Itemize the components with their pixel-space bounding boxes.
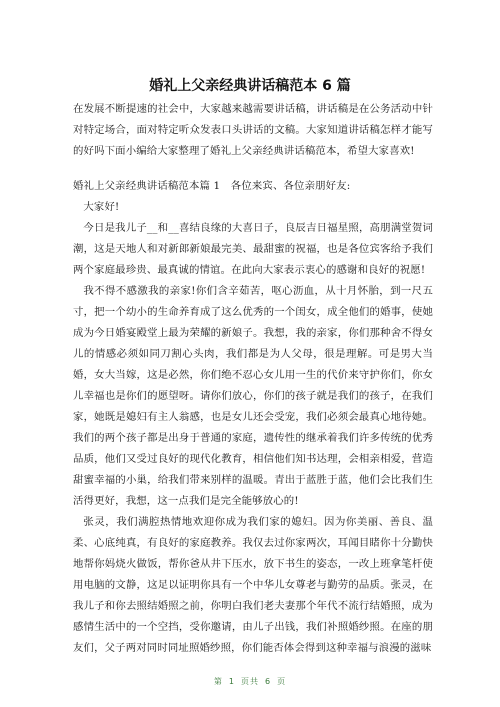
footer-suffix: 页 [277, 677, 287, 686]
document-body [73, 99, 433, 659]
footer-prefix: 第 [213, 677, 223, 686]
footer-mid: 页共 [241, 677, 259, 686]
paragraph: 大家好! [83, 201, 120, 213]
section-heading: 婚礼上父亲经典讲话稿范本篇 1 各位来宾、各位亲朋好友: [73, 180, 351, 192]
intro-paragraph: 在发展不断提速的社会中，大家越来越需要讲话稿，讲话稿是在公务活动中针对特定场合，面对特定听众发表口头讲话的文稿。大家知道讲话稿怎样才能写的好吗下面小编给大家整理了婚礼上父亲经典讲话稿范本，希望大家喜欢! [73, 103, 433, 157]
footer-page-number: 1 [228, 677, 235, 686]
paragraph: 今日是我儿子__和__喜结良缘的大喜日子，良辰吉日福星照，高朋满堂贺词潮，这是天地人和对新郎新娘最完美、最甜蜜的祝福，也是各位宾客给予我们两个家庭最珍贵、最真诚的情谊。在此向大家表示衷心的感谢和良好的祝愿! [73, 222, 433, 276]
page-title: 婚礼上父亲经典讲话稿范本 6 篇 [149, 78, 351, 94]
paragraph: 我不得不感激我的亲家!你们含辛茹苦，呕心沥血，从十月怀胎，到一尺五寸，把一个幼小的生命养育成了这么优秀的一个闺女，成全他们的婚事，使她成为今日婚宴殿堂上最为荣耀的新娘子。我想，我的亲家，你们那种舍不得女儿的情感必须如同刀割心头肉，我们都是为人父母，很是理解。可是男大当婚，女大当嫁，这是必然，你们绝不忍心女儿用一生的代价来守护你们，你女儿幸福也是你们的愿望呀。请你们放心，你们的孩子就是我们的孩子，在我们家，她既是媳妇有主人翁感，也是女儿还会受宠，我们必须会最真心地待她。我们的两个孩子都是出身于普通的家庭，遗传性的继承着我们许多传统的优秀品质，他们又受过良好的现代化教育，相信他们知书达理，会相亲相爱，营造甜蜜幸福的小巢，给我们带来别样的温暖。青出于蓝胜于蓝，他们会比我们生活得更好，我想，这一点我们是完全能够放心的! [73, 285, 433, 507]
paragraph: 张灵，我们满腔热情地欢迎你成为我们家的媳妇。因为你美丽、善良、温柔、心底纯真，有良好的家庭教养。我仅去过你家两次，耳闻目睹你十分勤快地帮你妈烧火做饭，帮你爸从井下压水，放下书生的姿态，一改上班拿笔杆使用电脑的文静，这足以证明你具有一个中华儿女尊老与勤劳的品质。张灵，在我儿子和你去照结婚照之前，你明白我们老夫妻那个年代不流行结婚照，成为感情生活中的一个空挡，受你邀请，由儿子出钱，我们补照婚纱照。在座的朋友们，父子两对同时同址照婚纱照，你们能否体会得到这种幸福与浪漫的滋味 [73, 516, 433, 654]
page-footer [0, 676, 500, 687]
footer-total-pages: 6 [265, 677, 272, 686]
